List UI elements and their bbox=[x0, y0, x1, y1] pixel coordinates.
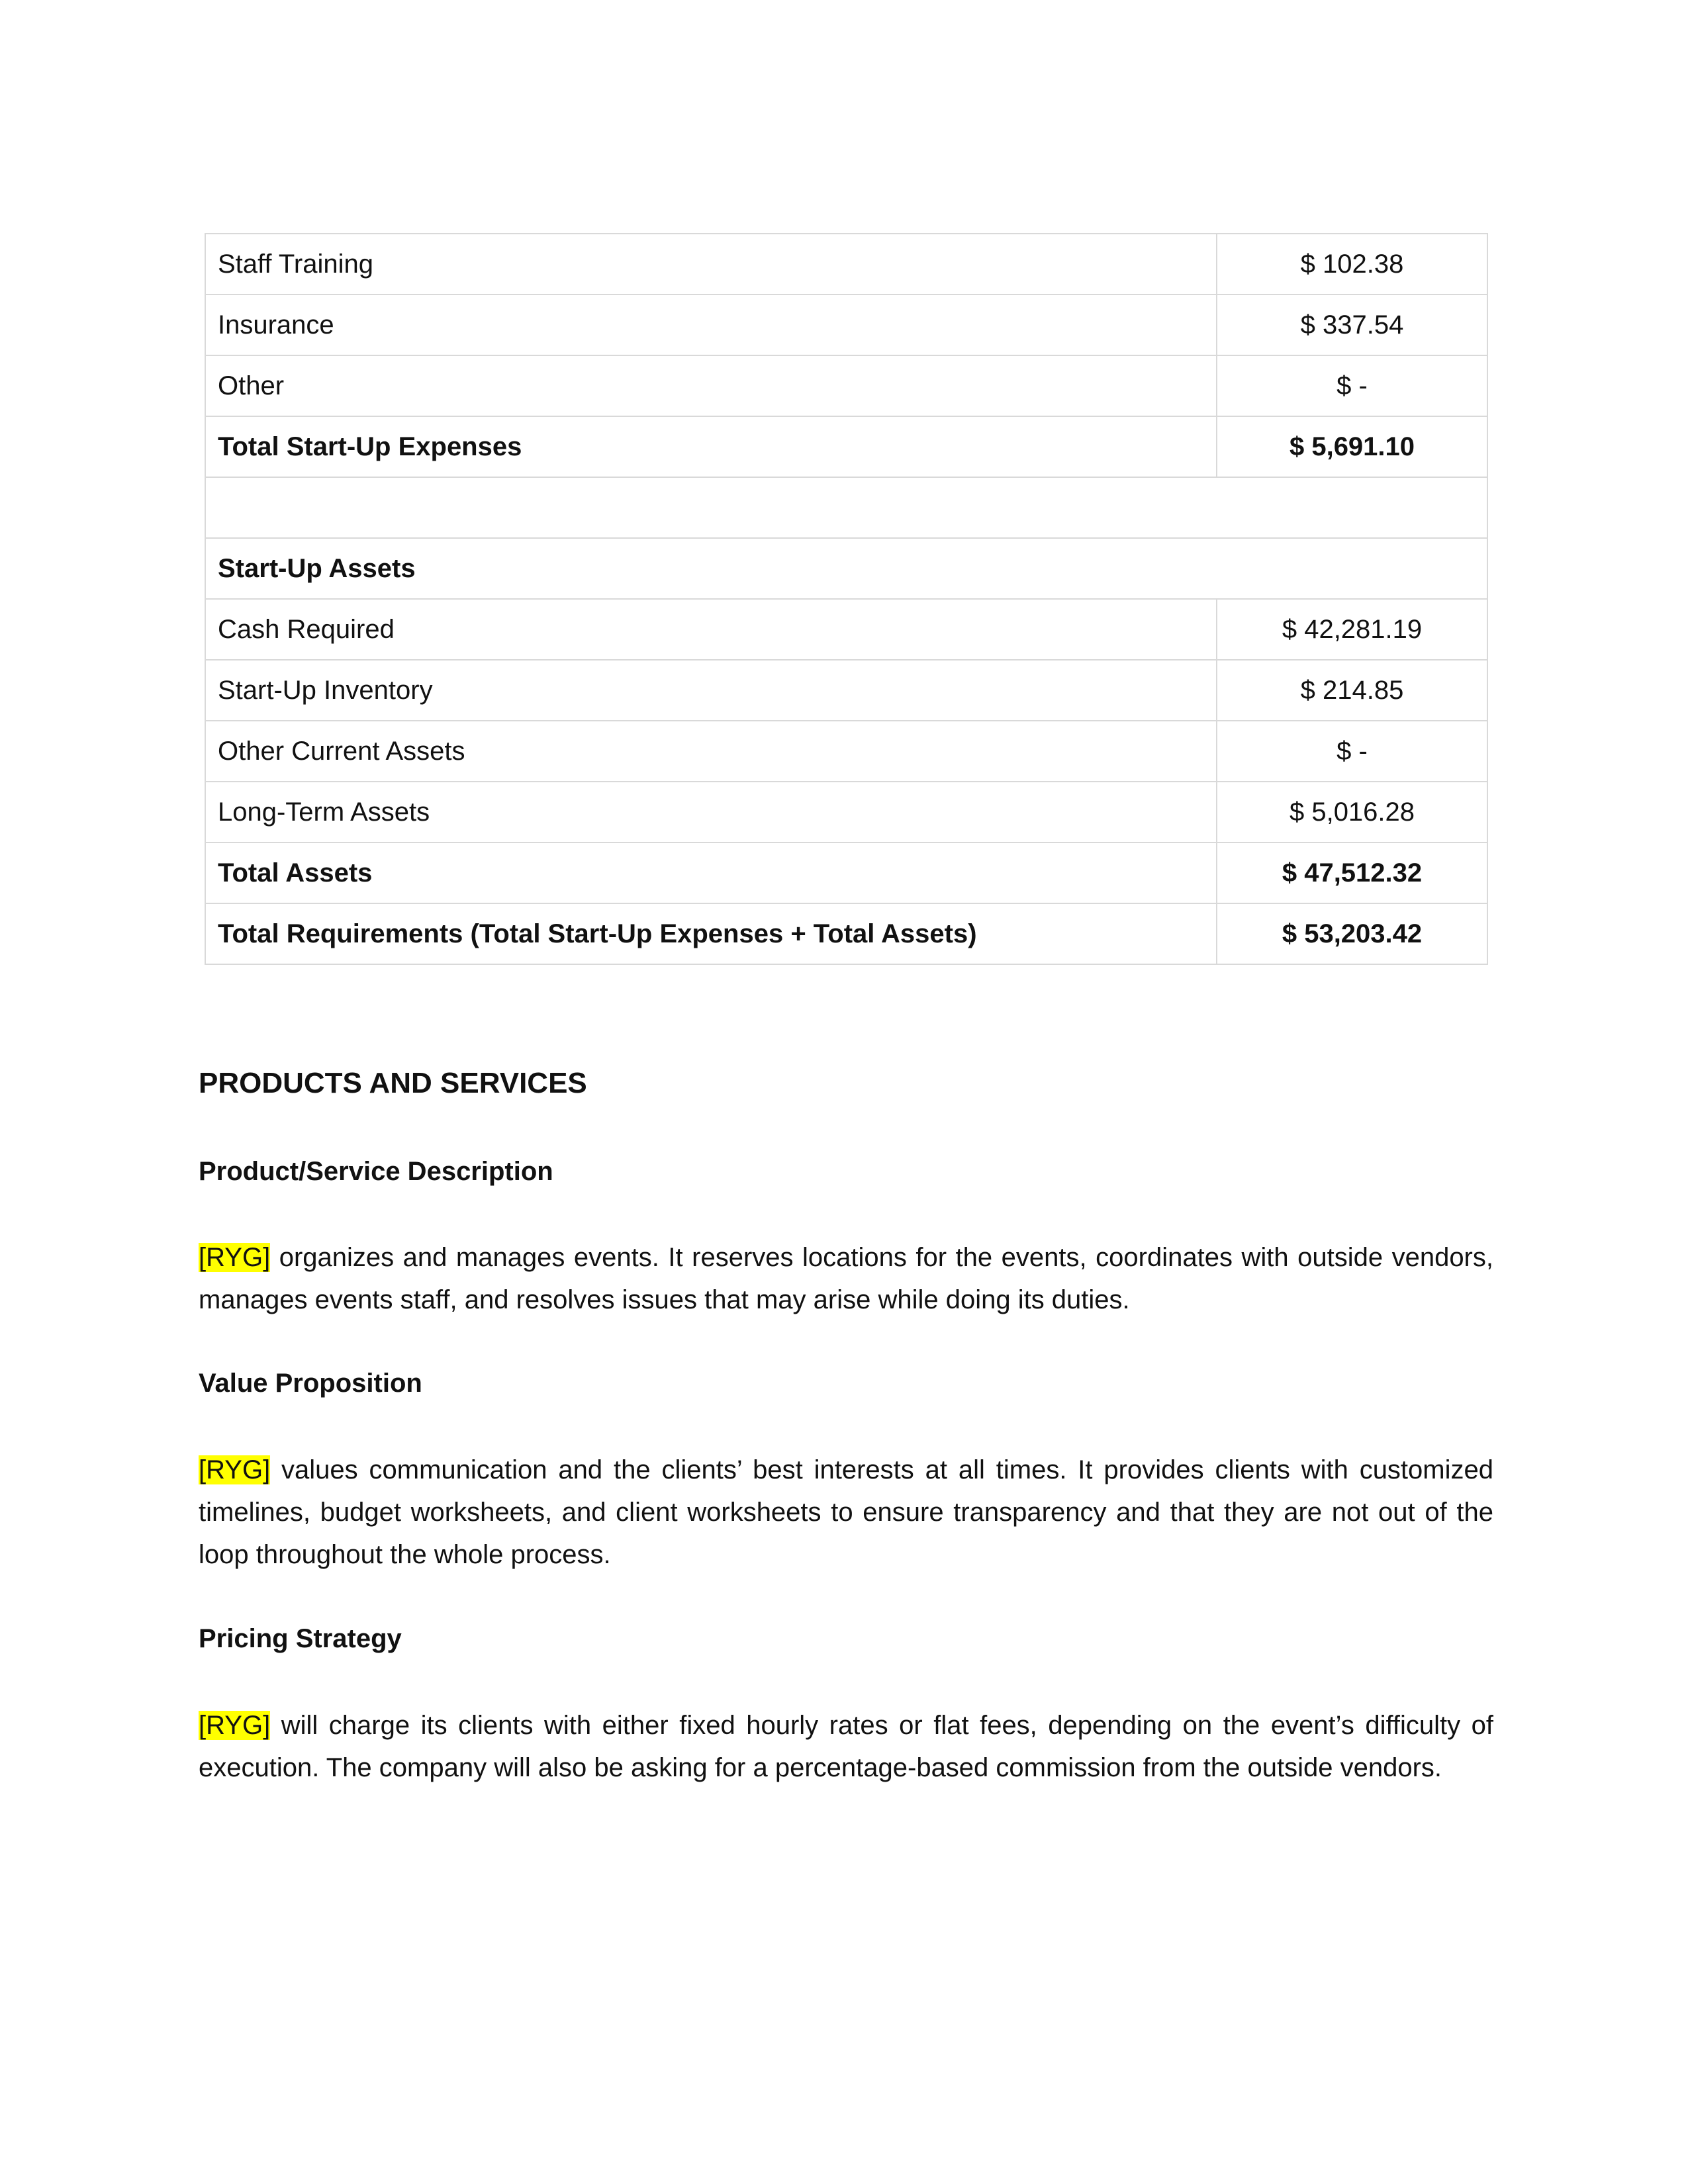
pricing-strategy-heading: Pricing Strategy bbox=[199, 1624, 402, 1653]
row-value: $ 337.54 bbox=[1217, 295, 1487, 355]
product-description-heading: Product/Service Description bbox=[199, 1157, 553, 1186]
row-value: $ - bbox=[1217, 355, 1487, 416]
pricing-strategy-text bbox=[199, 1704, 1493, 1789]
table-row bbox=[205, 660, 1487, 721]
row-label: Other bbox=[205, 355, 1217, 416]
row-value: $ 5,016.28 bbox=[1217, 782, 1487, 842]
row-value: $ 102.38 bbox=[1217, 234, 1487, 295]
spacer-cell bbox=[205, 477, 1487, 538]
table-row bbox=[205, 355, 1487, 416]
row-label: Total Start-Up Expenses bbox=[205, 416, 1217, 477]
table-row-total-expenses bbox=[205, 416, 1487, 477]
paragraph bbox=[199, 1236, 1493, 1321]
paragraph-body: values communication and the clients’ best interests at all times. It provides clients with customized timelines, budget worksheets, and client worksheets to ensure transparency and that they are not out of the loop throughout the whole process. bbox=[199, 1455, 1493, 1569]
row-label: Long-Term Assets bbox=[205, 782, 1217, 842]
row-label: Start-Up Inventory bbox=[205, 660, 1217, 721]
paragraph-body: organizes and manages events. It reserves locations for the events, coordinates with outside vendors, manages events staff, and resolves issues that may arise while doing its duties. bbox=[199, 1243, 1493, 1314]
row-label: Total Assets bbox=[205, 842, 1217, 903]
table-row bbox=[205, 782, 1487, 842]
row-value: $ 47,512.32 bbox=[1217, 842, 1487, 903]
row-value: $ 42,281.19 bbox=[1217, 599, 1487, 660]
company-placeholder-highlight: [RYG] bbox=[199, 1711, 271, 1740]
row-label: Total Requirements (Total Start-Up Expenses + Total Assets) bbox=[205, 903, 1217, 964]
row-label: Staff Training bbox=[205, 234, 1217, 295]
section-title: PRODUCTS AND SERVICES bbox=[199, 1067, 587, 1099]
product-description-text bbox=[199, 1236, 1493, 1321]
row-label: Other Current Assets bbox=[205, 721, 1217, 782]
table-row bbox=[205, 234, 1487, 295]
row-label: Cash Required bbox=[205, 599, 1217, 660]
table-row bbox=[205, 599, 1487, 660]
table-row-spacer bbox=[205, 477, 1487, 538]
paragraph-body: will charge its clients with either fixed hourly rates or flat fees, depending on the event’s difficulty of execution. The company will also be asking for a percentage-based commission from the outside vendors. bbox=[199, 1711, 1493, 1782]
row-value: $ 5,691.10 bbox=[1217, 416, 1487, 477]
paragraph bbox=[199, 1704, 1493, 1789]
row-value: $ - bbox=[1217, 721, 1487, 782]
row-label: Insurance bbox=[205, 295, 1217, 355]
value-proposition-text bbox=[199, 1449, 1493, 1576]
row-value: $ 214.85 bbox=[1217, 660, 1487, 721]
table-row-assets-header bbox=[205, 538, 1487, 599]
table-row-total-requirements bbox=[205, 903, 1487, 964]
table-row bbox=[205, 721, 1487, 782]
table-row bbox=[205, 295, 1487, 355]
paragraph bbox=[199, 1449, 1493, 1576]
value-proposition-heading: Value Proposition bbox=[199, 1369, 422, 1398]
startup-costs-table bbox=[205, 233, 1488, 965]
table-row-total-assets bbox=[205, 842, 1487, 903]
company-placeholder-highlight: [RYG] bbox=[199, 1455, 271, 1484]
row-label: Start-Up Assets bbox=[205, 538, 1487, 599]
company-placeholder-highlight: [RYG] bbox=[199, 1243, 271, 1272]
row-value: $ 53,203.42 bbox=[1217, 903, 1487, 964]
